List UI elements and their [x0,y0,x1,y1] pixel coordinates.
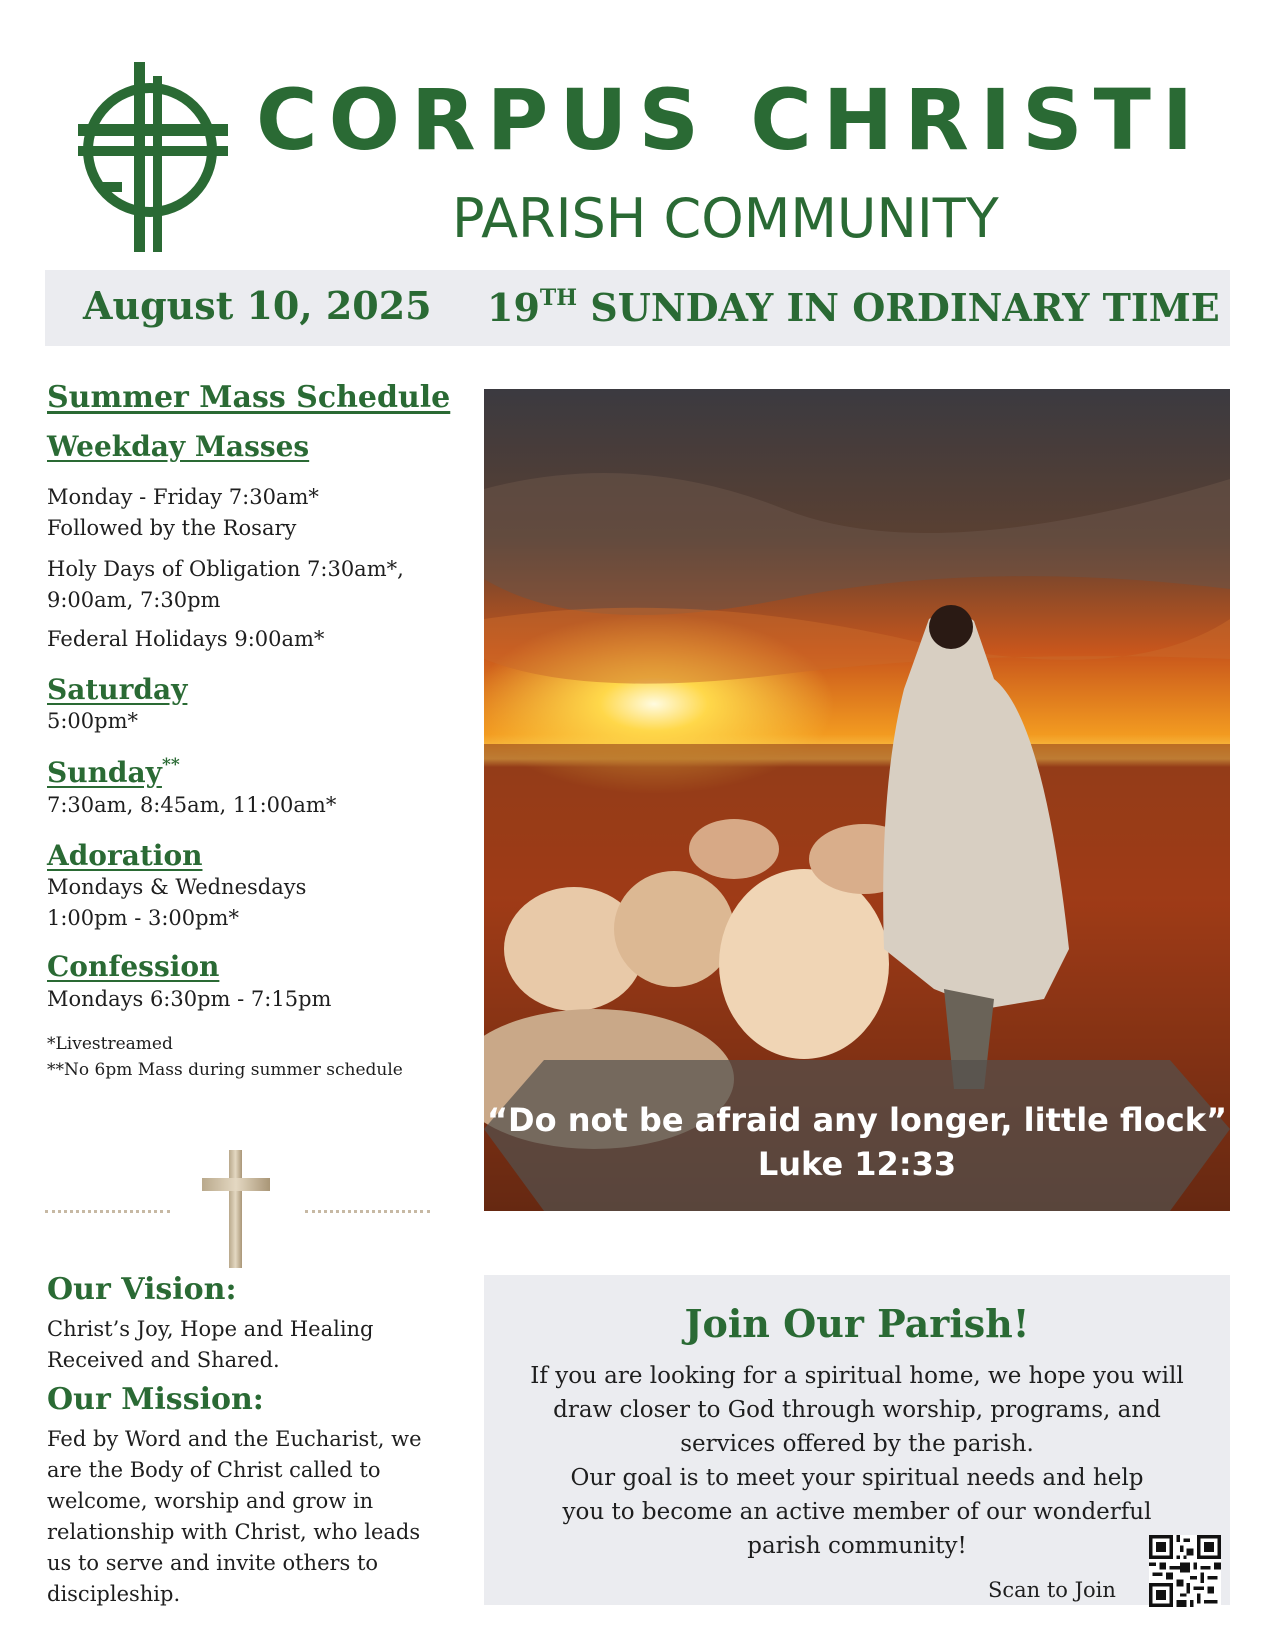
sunday-heading-row [47,755,467,790]
join-title: Join Our Parish! [684,1301,1030,1346]
schedule-note: **No 6pm Mass during summer schedule [47,1059,403,1080]
qr-code-icon[interactable] [1149,1535,1221,1607]
vision-mission [47,1272,467,1610]
weekday-line: Holy Days of Obligation 7:30am*, [47,556,404,581]
saturday-times: 5:00pm* [47,709,139,734]
weekday-line: 9:00am, 7:30pm [47,587,221,612]
join-line: parish community! [747,1533,967,1559]
weekday-heading: Weekday Masses [47,430,310,463]
sunday-heading: Sunday [47,756,162,790]
sunday-mark: ** [161,755,180,776]
adoration-heading: Adoration [47,838,203,872]
join-line: draw closer to God through worship, programs, and [553,1397,1161,1423]
join-line: you to become an active member of our wonderful [562,1499,1152,1525]
join-line: services offered by the parish. [680,1431,1034,1457]
confession-heading: Confession [47,950,220,984]
sunday-title-text: SUNDAY IN ORDINARY TIME [577,285,1220,330]
vision-heading: Our Vision: [47,1272,237,1307]
corpus-christi-cross-logo-icon [78,62,228,257]
date-bar [45,270,1230,346]
weekday-line: Followed by the Rosary [47,515,297,540]
join-parish-box [484,1275,1230,1605]
shepherd-sunset-image [484,389,1230,1211]
weekday-line: Monday - Friday 7:30am* [47,484,319,509]
cross-divider [45,1148,430,1270]
hero-quote [484,1098,1230,1186]
parish-subtitle: PARISH COMMUNITY [452,187,999,250]
schedule-note: *Livestreamed [47,1033,173,1054]
dotted-line-right [305,1210,430,1213]
mission-text: Fed by Word and the Eucharist, we are the Body of Christ called to welcome, worship and grow in relationship with Christ, who leads us to serve and invite others to discipleship. [47,1427,422,1606]
sunday-times: 7:30am, 8:45am, 11:00am* [47,792,337,817]
cross-icon [200,1148,272,1270]
dotted-line-left [45,1210,170,1213]
mass-schedule [47,380,467,1083]
saturday-heading: Saturday [47,672,188,706]
weekday-line: Federal Holidays 9:00am* [47,626,325,651]
parish-name: CORPUS CHRISTI [256,71,1205,169]
adoration-line: Mondays & Wednesdays [47,875,307,900]
confession-times: Mondays 6:30pm - 7:15pm [47,986,332,1011]
scan-to-join-label: Scan to Join [988,1578,1116,1602]
join-body [504,1359,1210,1563]
bulletin-date: August 10, 2025 [83,283,432,328]
vision-text: Christ’s Joy, Hope and Healing Received and Shared. [47,1317,374,1372]
liturgical-title [487,285,1220,330]
mission-heading: Our Mission: [47,1382,264,1417]
sunday-number: 19 [487,285,540,330]
quote-citation: Luke 12:33 [757,1145,957,1183]
sunday-suffix: TH [539,285,578,311]
join-line: Our goal is to meet your spiritual needs and help [570,1465,1144,1491]
schedule-title: Summer Mass Schedule [47,380,451,415]
adoration-line: 1:00pm - 3:00pm* [47,906,239,931]
quote-text: “Do not be afraid any longer, little flock” [487,1101,1227,1139]
join-line: If you are looking for a spiritual home, we hope you will [530,1363,1184,1389]
